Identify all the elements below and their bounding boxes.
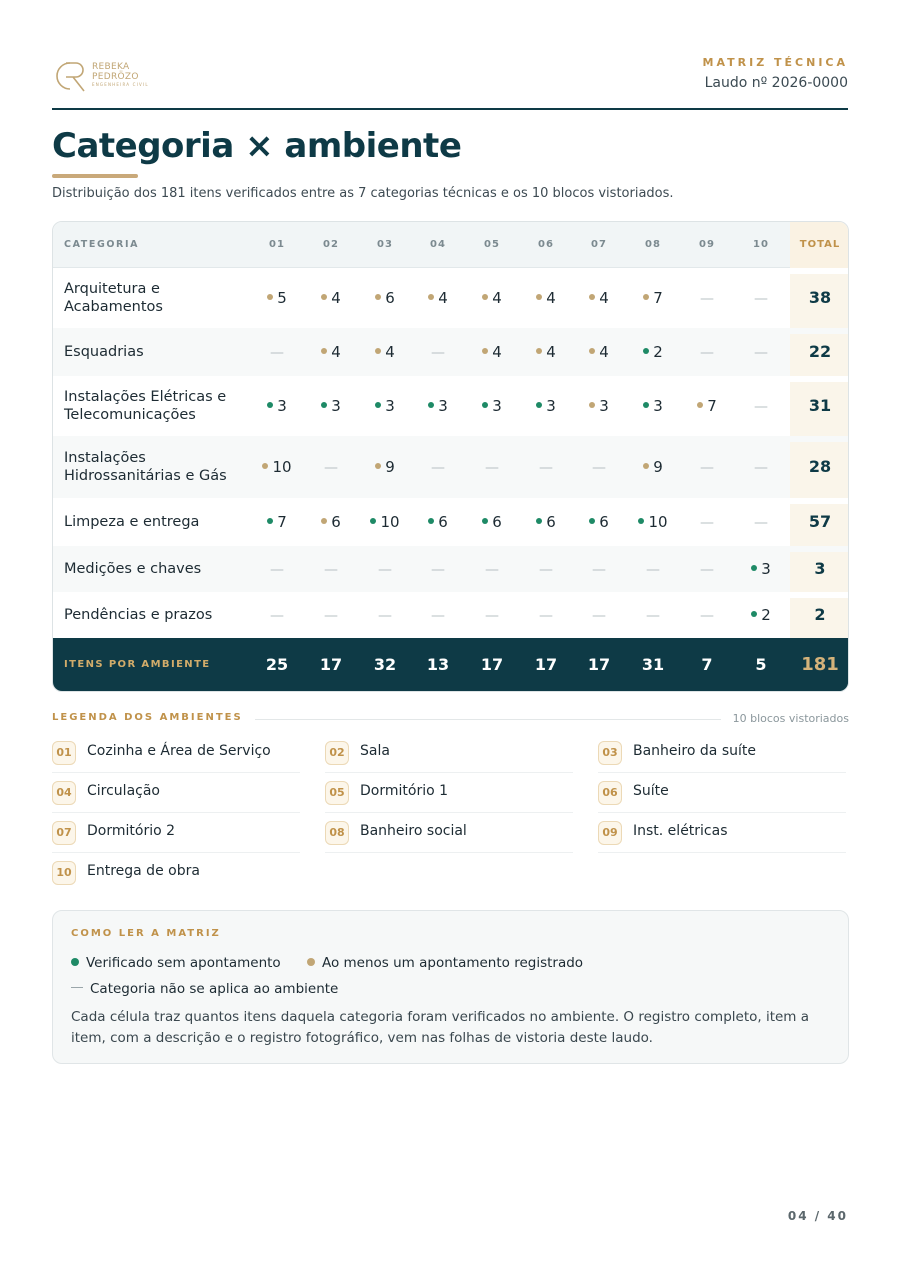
matrix-cell — [358, 498, 412, 546]
gold-dot-icon — [643, 463, 649, 469]
category-label-line: Instalações — [64, 450, 146, 466]
category-label-line: Esquadrias — [64, 344, 144, 360]
cell-value: 6 — [492, 513, 502, 531]
cell-value: 3 — [277, 397, 287, 415]
cell-value: 10 — [272, 458, 292, 476]
footer-label: ITENS POR AMBIENTE — [64, 659, 211, 670]
green-dot-icon — [428, 402, 434, 408]
dash-icon: — — [646, 562, 660, 578]
dash-icon: — — [324, 460, 338, 476]
matrix-cell — [680, 376, 734, 436]
matrix-cell — [519, 498, 573, 546]
cell-value: 9 — [653, 458, 663, 476]
dash-icon: — — [754, 515, 768, 531]
legend-environment-name: Dormitório 2 — [87, 823, 176, 839]
cell-value: 2 — [653, 343, 663, 361]
category-label — [64, 280, 163, 316]
report-number: Laudo nº 2026-0000 — [704, 75, 848, 91]
column-total: 25 — [265, 655, 289, 674]
matrix-cell — [572, 268, 626, 328]
cell-value: 6 — [385, 289, 395, 307]
gold-dot-icon — [589, 294, 595, 300]
category-label-line: Instalações Elétricas e — [64, 389, 227, 405]
legend-item — [598, 813, 846, 853]
legend-code-badge: 10 — [52, 861, 76, 885]
matrix-cell — [572, 328, 626, 376]
column-total: 17 — [587, 655, 611, 674]
brand-line-1: REBEKA — [92, 62, 130, 72]
row-total: 22 — [790, 334, 849, 376]
category-label-line: Pendências e prazos — [64, 607, 213, 623]
dash-icon: — — [539, 562, 553, 578]
brand-line-3: ENGENHEIRA CIVIL — [92, 82, 149, 87]
green-dot-icon — [643, 402, 649, 408]
green-dot-icon — [321, 402, 327, 408]
matrix-cell-empty — [411, 436, 465, 499]
title-underline — [52, 174, 138, 178]
green-dot-icon — [536, 518, 542, 524]
gold-dot-icon — [697, 402, 703, 408]
matrix-cell — [734, 592, 788, 638]
matrix-cell — [411, 268, 465, 328]
cell-value: 6 — [599, 513, 609, 531]
matrix-cell-empty — [250, 328, 304, 377]
row-total: 57 — [790, 504, 849, 546]
legend-item — [325, 733, 573, 773]
column-header-0: 01 — [269, 239, 285, 250]
matrix-cell-empty — [680, 546, 734, 593]
matrix-row — [53, 498, 849, 546]
column-header-9: 10 — [753, 239, 769, 250]
matrix-row — [53, 376, 849, 436]
cell-value: 3 — [331, 397, 341, 415]
dash-icon: — — [378, 562, 392, 578]
matrix-cell-empty — [626, 546, 680, 593]
category-label — [64, 388, 226, 424]
cell-value: 3 — [761, 560, 771, 578]
dash-icon: — — [754, 291, 768, 307]
category-label — [64, 513, 199, 531]
legend-item — [325, 813, 573, 853]
row-total: 31 — [790, 382, 849, 436]
matrix-cell — [465, 328, 519, 376]
matrix-cell-empty — [680, 592, 734, 639]
matrix-cell — [626, 436, 680, 498]
cell-value: 6 — [331, 513, 341, 531]
green-dot-icon — [267, 402, 273, 408]
matrix-cell — [626, 498, 680, 546]
how-to-read-box — [52, 910, 849, 1064]
matrix-cell-empty — [680, 328, 734, 377]
gold-dot-icon — [643, 294, 649, 300]
dash-icon: — — [754, 345, 768, 361]
matrix-cell — [358, 376, 412, 436]
green-dot-icon — [638, 518, 644, 524]
gold-dot-icon — [375, 294, 381, 300]
matrix-cell — [358, 268, 412, 328]
dash-icon: — — [431, 608, 445, 624]
dash-icon: — — [270, 608, 284, 624]
matrix-cell — [250, 498, 304, 546]
howto-ok-label: Verificado sem apontamento — [86, 955, 281, 971]
legend-environment-name: Entrega de obra — [87, 863, 200, 879]
cell-value: 7 — [653, 289, 663, 307]
legend-environment-name: Inst. elétricas — [633, 823, 728, 839]
matrix-cell — [519, 268, 573, 328]
brand-line-2: PEDRÖZO — [92, 72, 139, 82]
footer-grand-total: 181 — [790, 638, 849, 692]
matrix-cell — [465, 268, 519, 328]
column-total: 5 — [755, 655, 767, 674]
legend-code-badge: 07 — [52, 821, 76, 845]
cell-value: 7 — [277, 513, 287, 531]
matrix-cell — [626, 376, 680, 436]
matrix-cell — [626, 328, 680, 376]
column-header-5: 06 — [538, 239, 554, 250]
column-total: 17 — [480, 655, 504, 674]
gold-dot-icon — [536, 294, 542, 300]
matrix-cell-empty — [734, 436, 788, 499]
matrix-cell-empty — [519, 436, 573, 499]
dash-icon: — — [754, 460, 768, 476]
legend-kicker: LEGENDA DOS AMBIENTES — [52, 712, 255, 723]
green-dot-icon — [428, 518, 434, 524]
cell-value: 10 — [380, 513, 400, 531]
green-dot-icon — [643, 348, 649, 354]
howto-key-status — [71, 955, 583, 971]
gold-dot-icon — [321, 294, 327, 300]
matrix-footer-row — [53, 638, 849, 692]
gold-dot-icon — [589, 402, 595, 408]
dash-icon: — — [485, 562, 499, 578]
legend-count: 10 blocos vistoriados — [732, 712, 849, 725]
legend-environment-name: Circulação — [87, 783, 160, 799]
matrix-cell-empty — [572, 436, 626, 499]
dash-icon: — — [700, 345, 714, 361]
matrix-cell — [411, 376, 465, 436]
gold-dot-icon — [267, 294, 273, 300]
matrix-cell-empty — [680, 498, 734, 547]
column-header-4: 05 — [484, 239, 500, 250]
cell-value: 6 — [438, 513, 448, 531]
column-header-2: 03 — [377, 239, 393, 250]
legend-code-badge: 05 — [325, 781, 349, 805]
cell-value: 4 — [331, 289, 341, 307]
header-meta — [703, 56, 848, 91]
category-label-line: Medições e chaves — [64, 561, 202, 577]
matrix-cell-empty — [411, 328, 465, 377]
howto-warn-label: Ao menos um apontamento registrado — [321, 955, 584, 971]
dash-icon: — — [700, 608, 714, 624]
legend-environment-name: Sala — [360, 743, 390, 759]
cell-value: 4 — [599, 289, 609, 307]
matrix-cell-empty — [250, 592, 304, 639]
matrix-header-row — [53, 222, 849, 268]
matrix-cell-empty — [465, 592, 519, 639]
matrix-cell — [304, 376, 358, 436]
gold-dot-icon — [375, 463, 381, 469]
legend-header — [52, 712, 849, 726]
dash-icon: — — [592, 460, 606, 476]
cell-value: 3 — [492, 397, 502, 415]
howto-kicker: COMO LER A MATRIZ — [71, 928, 221, 939]
gold-dot-icon — [482, 294, 488, 300]
legend-item — [598, 733, 846, 773]
matrix-cell — [304, 328, 358, 376]
matrix-cell — [626, 268, 680, 328]
legend-code-badge: 04 — [52, 781, 76, 805]
dash-icon: — — [431, 460, 445, 476]
howto-na-label: Categoria não se aplica ao ambiente — [90, 981, 339, 997]
dash-icon: — — [270, 562, 284, 578]
page-title: Categoria × ambiente — [52, 126, 462, 166]
gold-dot-icon — [321, 348, 327, 354]
dash-icon: — — [539, 460, 553, 476]
matrix-cell — [465, 498, 519, 546]
green-dot-icon — [370, 518, 376, 524]
gold-dot-icon — [307, 958, 315, 966]
legend-environment-name: Dormitório 1 — [360, 783, 449, 799]
legend-code-badge: 09 — [598, 821, 622, 845]
matrix-cell — [358, 328, 412, 376]
legend-environment-name: Banheiro social — [360, 823, 467, 839]
cell-value: 4 — [492, 343, 502, 361]
matrix-cell — [250, 376, 304, 436]
category-label — [64, 560, 201, 578]
dash-icon: — — [378, 608, 392, 624]
gold-dot-icon — [482, 348, 488, 354]
matrix-cell — [572, 498, 626, 546]
matrix-cell-empty — [304, 592, 358, 639]
legend-environment-name: Cozinha e Área de Serviço — [87, 743, 271, 759]
legend-item — [52, 733, 300, 773]
matrix-cell-empty — [680, 268, 734, 329]
matrix-cell — [465, 376, 519, 436]
dash-icon: — — [324, 562, 338, 578]
matrix-cell — [304, 268, 358, 328]
matrix-row — [53, 592, 849, 638]
matrix-cell — [250, 268, 304, 328]
matrix-cell-empty — [734, 328, 788, 377]
matrix-cell — [358, 436, 412, 498]
cell-value: 4 — [385, 343, 395, 361]
legend-item — [52, 773, 300, 813]
dash-icon: — — [592, 608, 606, 624]
legend-environment-name: Banheiro da suíte — [633, 743, 756, 759]
row-total: 38 — [790, 274, 849, 328]
cell-value: 7 — [707, 397, 717, 415]
dash-icon: — — [431, 562, 445, 578]
matrix-cell-empty — [572, 592, 626, 639]
cell-value: 5 — [277, 289, 287, 307]
howto-description: Cada célula traz quantos itens daquela categoria foram verificados no ambiente. O registro completo, item a item, com a descrição e o registro fotográfico, vem nas folhas de vistoria deste laudo. — [71, 1009, 810, 1046]
dash-icon: — — [485, 460, 499, 476]
gold-dot-icon — [262, 463, 268, 469]
matrix-cell-empty — [680, 436, 734, 499]
green-dot-icon — [482, 518, 488, 524]
category-column-header: CATEGORIA — [64, 239, 140, 250]
green-dot-icon — [71, 958, 79, 966]
category-label-line: Telecomunicações — [64, 407, 196, 423]
legend-item — [598, 773, 846, 813]
matrix-cell-empty — [411, 546, 465, 593]
gold-dot-icon — [536, 348, 542, 354]
matrix-cell-empty — [734, 268, 788, 329]
legend-code-badge: 06 — [598, 781, 622, 805]
cell-value: 3 — [546, 397, 556, 415]
legend-item — [52, 813, 300, 853]
gold-dot-icon — [428, 294, 434, 300]
dash-icon: — — [700, 515, 714, 531]
legend-environment-name: Suíte — [633, 783, 669, 799]
category-label — [64, 606, 212, 624]
column-header-7: 08 — [645, 239, 661, 250]
matrix-cell-empty — [519, 592, 573, 639]
gold-dot-icon — [321, 518, 327, 524]
dash-icon: — — [700, 562, 714, 578]
page-number: 04 / 40 — [787, 1209, 848, 1223]
matrix-cell — [250, 436, 304, 498]
dash-icon: — — [646, 608, 660, 624]
cell-value: 6 — [546, 513, 556, 531]
cell-value: 10 — [648, 513, 668, 531]
matrix-cell — [304, 498, 358, 546]
column-total: 17 — [534, 655, 558, 674]
brand-logo — [52, 58, 162, 98]
matrix-cell — [519, 328, 573, 376]
cell-value: 3 — [385, 397, 395, 415]
green-dot-icon — [482, 402, 488, 408]
matrix-cell-empty — [358, 546, 412, 593]
matrix-cell-empty — [465, 436, 519, 499]
column-header-3: 04 — [430, 239, 446, 250]
category-label-line: Acabamentos — [64, 299, 163, 315]
matrix-cell-empty — [734, 498, 788, 547]
brand-wordmark — [92, 62, 149, 88]
row-total: 28 — [790, 442, 849, 498]
matrix-row — [53, 436, 849, 498]
green-dot-icon — [751, 565, 757, 571]
column-header-1: 02 — [323, 239, 339, 250]
section-kicker: MATRIZ TÉCNICA — [702, 56, 848, 69]
cell-value: 4 — [438, 289, 448, 307]
category-environment-matrix — [52, 221, 849, 692]
cell-value: 2 — [761, 606, 771, 624]
dash-icon: — — [700, 291, 714, 307]
cell-value: 9 — [385, 458, 395, 476]
matrix-cell-empty — [465, 546, 519, 593]
matrix-cell-empty — [519, 546, 573, 593]
cell-value: 4 — [331, 343, 341, 361]
total-column-header: TOTAL — [790, 222, 849, 268]
column-header-8: 09 — [699, 239, 715, 250]
category-label-line: Arquitetura e — [64, 281, 160, 297]
matrix-cell — [411, 498, 465, 546]
dash-icon: — — [431, 345, 445, 361]
cell-value: 4 — [546, 343, 556, 361]
matrix-cell-empty — [734, 376, 788, 437]
green-dot-icon — [751, 611, 757, 617]
row-total: 2 — [790, 598, 849, 638]
matrix-row — [53, 546, 849, 592]
legend-code-badge: 01 — [52, 741, 76, 765]
category-label-line: Limpeza e entrega — [64, 514, 200, 530]
cell-value: 3 — [599, 397, 609, 415]
dash-icon: — — [539, 608, 553, 624]
green-dot-icon — [536, 402, 542, 408]
category-label — [64, 449, 227, 485]
dash-icon: — — [754, 399, 768, 415]
howto-key-na — [71, 981, 338, 997]
dash-icon: — — [700, 460, 714, 476]
green-dot-icon — [589, 518, 595, 524]
matrix-cell-empty — [304, 436, 358, 499]
matrix-cell-empty — [626, 592, 680, 639]
green-dot-icon — [267, 518, 273, 524]
cell-value: 3 — [438, 397, 448, 415]
matrix-cell-empty — [411, 592, 465, 639]
page-header — [52, 52, 848, 110]
matrix-row — [53, 268, 849, 328]
gold-dot-icon — [589, 348, 595, 354]
matrix-cell — [572, 376, 626, 436]
gold-dot-icon — [375, 348, 381, 354]
category-label — [64, 343, 144, 361]
matrix-cell-empty — [572, 546, 626, 593]
matrix-row — [53, 328, 849, 376]
legend-code-badge: 03 — [598, 741, 622, 765]
column-header-6: 07 — [591, 239, 607, 250]
legend-code-badge: 02 — [325, 741, 349, 765]
matrix-cell-empty — [304, 546, 358, 593]
dash-icon: — — [592, 562, 606, 578]
cell-value: 4 — [546, 289, 556, 307]
cell-value: 4 — [599, 343, 609, 361]
dash-icon: — — [270, 345, 284, 361]
row-total: 3 — [790, 552, 849, 592]
cell-value: 4 — [492, 289, 502, 307]
column-total: 17 — [319, 655, 343, 674]
matrix-cell — [519, 376, 573, 436]
legend-item — [325, 773, 573, 813]
dash-icon: — — [485, 608, 499, 624]
monogram-icon — [52, 58, 90, 94]
legend-divider — [244, 719, 721, 720]
category-label-line: Hidrossanitárias e Gás — [64, 468, 227, 484]
matrix-cell-empty — [250, 546, 304, 593]
page-subtitle: Distribuição dos 181 itens verificados entre as 7 categorias técnicas e os 10 blocos vistoriados. — [52, 186, 674, 201]
cell-value: 3 — [653, 397, 663, 415]
dash-icon — [71, 987, 83, 988]
column-total: 13 — [426, 655, 450, 674]
column-total: 32 — [373, 655, 397, 674]
matrix-cell — [734, 546, 788, 592]
legend-code-badge: 08 — [325, 821, 349, 845]
column-total: 7 — [701, 655, 713, 674]
legend-item — [52, 853, 300, 893]
green-dot-icon — [375, 402, 381, 408]
column-total: 31 — [641, 655, 665, 674]
dash-icon: — — [324, 608, 338, 624]
matrix-cell-empty — [358, 592, 412, 639]
